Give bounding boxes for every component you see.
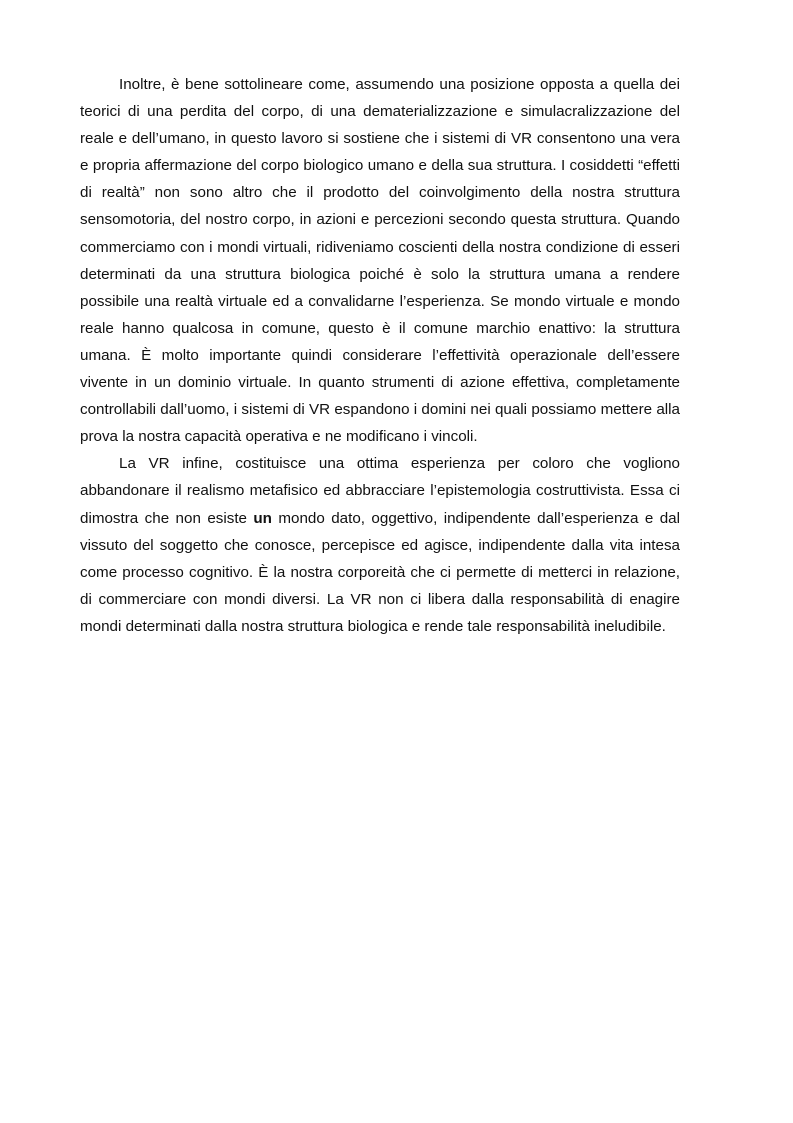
- paragraph-2-text-end: mondo dato, oggettivo, indipendente dall’esperienza e dal vissuto del soggetto che conosce, percepisce ed agisce, indipendente dalla vita intesa come processo cognitivo. È la nostra corporeità che ci permette di metterci in relazione, di commerciare con mondi diversi. La VR non ci libera dalla responsabilità di enagire mondi determinati dalla nostra struttura biologica e rende tale responsabilità ineludibile.: [80, 509, 680, 635]
- paragraph-1: Inoltre, è bene sottolineare come, assumendo una posizione opposta a quella dei teorici di una perdita del corpo, di una dematerializzazione e simulacralizzazione del reale e dell’umano, in questo lavoro si sostiene che i sistemi di VR consentono una vera e propria affermazione del corpo biologico umano e della sua struttura. I cosiddetti “effetti di realtà” non sono altro che il prodotto del coinvolgimento della nostra struttura sensomotoria, del nostro corpo, in azioni e percezioni secondo questa struttura. Quando commerciamo con i mondi virtuali, ridiveniamo coscienti della nostra condizione di esseri determinati da una struttura biologica poiché è solo la struttura umana a rendere possibile una realtà virtuale ed a convalidarne l’esperienza. Se mondo virtuale e mondo reale hanno qualcosa in comune, questo è il comune marchio enattivo: la struttura umana. È molto importante quindi considerare l’effettività operazionale dell’essere vivente in un dominio virtuale. In quanto strumenti di azione effettiva, completamente controllabili dall’uomo, i sistemi di VR espandono i domini nei quali possiamo mettere alla prova la nostra capacità operativa e ne modificano i vincoli.: [80, 76, 680, 446]
- paragraph-2: [80, 450, 680, 640]
- body-text: [80, 71, 680, 640]
- emphasized-word: un: [253, 509, 272, 527]
- paragraph-2-text-start: La VR infine, costituisce una ottima esperienza per coloro che vogliono abbandonare il realismo metafisico ed abbracciare l’epistemologia costruttivista. Essa ci dimostra che non esiste: [80, 455, 680, 527]
